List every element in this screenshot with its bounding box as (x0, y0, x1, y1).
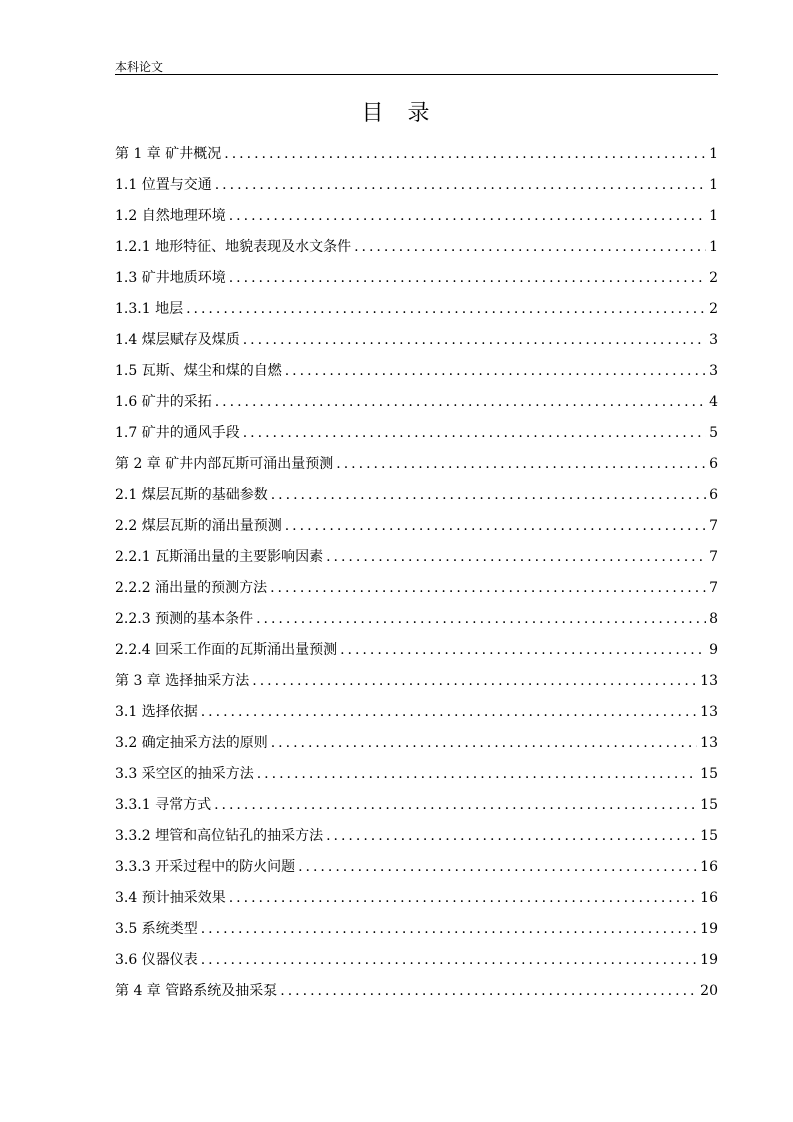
toc-entry-label: 第 2 章 矿井内部瓦斯可涌出量预测 (115, 456, 334, 472)
toc-entry[interactable] (115, 698, 718, 729)
toc-entry[interactable] (115, 729, 718, 760)
toc-entry-page-number: 5 (709, 425, 718, 441)
toc-entry[interactable] (115, 512, 718, 543)
toc-dot-leader (270, 574, 706, 602)
toc-dot-leader (252, 667, 697, 695)
toc-entry[interactable] (115, 202, 718, 233)
toc-entry-page-number: 13 (700, 673, 718, 689)
toc-entry-label: 3.5 系统类型 (115, 921, 198, 937)
toc-dot-leader (201, 915, 697, 943)
toc-dot-leader (201, 698, 697, 726)
toc-entry-page-number: 20 (700, 983, 718, 999)
toc-entry-page-number: 16 (700, 890, 718, 906)
toc-entry[interactable] (115, 574, 718, 605)
toc-dot-leader (186, 295, 706, 323)
toc-entry[interactable] (115, 760, 718, 791)
title-char-2: 录 (407, 101, 432, 126)
toc-entry[interactable] (115, 667, 718, 698)
toc-dot-leader (298, 853, 697, 881)
toc-entry-page-number: 1 (709, 239, 718, 255)
toc-entry-page-number: 15 (700, 828, 718, 844)
toc-entry[interactable] (115, 822, 718, 853)
toc-entry-page-number: 16 (700, 859, 718, 875)
toc-entry-page-number: 8 (709, 611, 718, 627)
toc-entry[interactable] (115, 140, 718, 171)
toc-entry-label: 2.2.1 瓦斯涌出量的主要影响因素 (115, 549, 324, 565)
toc-entry[interactable] (115, 171, 718, 202)
toc-entry[interactable] (115, 915, 718, 946)
toc-dot-leader (215, 171, 706, 199)
toc-entry[interactable] (115, 233, 718, 264)
toc-dot-leader (201, 946, 697, 974)
toc-entry-page-number: 15 (700, 766, 718, 782)
header-divider (115, 74, 718, 75)
toc-entry[interactable] (115, 419, 718, 450)
toc-entry-page-number: 19 (700, 921, 718, 937)
toc-entry-page-number: 13 (700, 704, 718, 720)
toc-dot-leader (354, 233, 706, 261)
toc-dot-leader (340, 636, 706, 664)
toc-entry-label: 第 1 章 矿井概况 (115, 146, 222, 162)
toc-entry[interactable] (115, 605, 718, 636)
toc-entry-page-number: 4 (709, 394, 718, 410)
toc-entry-label: 1.4 煤层赋存及煤质 (115, 332, 240, 348)
toc-entry-label: 1.5 瓦斯、煤尘和煤的自燃 (115, 363, 282, 379)
toc-entry[interactable] (115, 946, 718, 977)
toc-dot-leader (280, 977, 697, 1005)
toc-entry-page-number: 19 (700, 952, 718, 968)
toc-dot-leader (285, 512, 706, 540)
toc-entry-label: 3.3.2 埋管和高位钻孔的抽采方法 (115, 828, 324, 844)
page-header: 本科论文 (115, 60, 164, 74)
toc-entry[interactable] (115, 295, 718, 326)
toc-entry[interactable] (115, 264, 718, 295)
toc-entry[interactable] (115, 636, 718, 667)
toc-dot-leader (326, 543, 706, 571)
toc-dot-leader (336, 450, 706, 478)
toc-entry-page-number: 1 (709, 177, 718, 193)
toc-entry-label: 1.1 位置与交通 (115, 177, 212, 193)
toc-entry-label: 第 3 章 选择抽采方法 (115, 673, 250, 689)
toc-entry-page-number: 15 (700, 797, 718, 813)
toc-entry-label: 3.1 选择依据 (115, 704, 198, 720)
toc-entry-page-number: 6 (709, 487, 718, 503)
toc-dot-leader (229, 884, 697, 912)
toc-dot-leader (271, 481, 706, 509)
toc-entry-label: 2.2 煤层瓦斯的涌出量预测 (115, 518, 282, 534)
table-of-contents (115, 140, 718, 1008)
toc-entry-page-number: 3 (709, 332, 718, 348)
toc-dot-leader (229, 202, 706, 230)
toc-dot-leader (243, 419, 706, 447)
toc-dot-leader (224, 140, 706, 168)
toc-entry-label: 1.2 自然地理环境 (115, 208, 226, 224)
toc-entry-label: 3.2 确定抽采方法的原则 (115, 735, 268, 751)
toc-dot-leader (214, 791, 697, 819)
toc-entry-label: 2.2.2 涌出量的预测方法 (115, 580, 268, 596)
toc-dot-leader (215, 388, 706, 416)
toc-entry[interactable] (115, 977, 718, 1008)
toc-entry[interactable] (115, 791, 718, 822)
toc-entry-label: 第 4 章 管路系统及抽采泵 (115, 983, 278, 999)
toc-entry[interactable] (115, 853, 718, 884)
toc-entry-label: 3.3 采空区的抽采方法 (115, 766, 254, 782)
toc-entry-label: 3.3.1 寻常方式 (115, 797, 212, 813)
toc-entry-page-number: 2 (709, 270, 718, 286)
toc-entry[interactable] (115, 326, 718, 357)
toc-entry-page-number: 9 (709, 642, 718, 658)
toc-entry[interactable] (115, 388, 718, 419)
toc-entry-label: 3.6 仪器仪表 (115, 952, 198, 968)
toc-entry-page-number: 3 (709, 363, 718, 379)
toc-dot-leader (256, 605, 706, 633)
toc-entry-label: 2.2.3 预测的基本条件 (115, 611, 254, 627)
toc-entry[interactable] (115, 884, 718, 915)
toc-entry[interactable] (115, 357, 718, 388)
toc-entry-page-number: 1 (709, 146, 718, 162)
toc-dot-leader (243, 326, 706, 354)
toc-entry-page-number: 2 (709, 301, 718, 317)
toc-entry[interactable] (115, 481, 718, 512)
toc-entry-label: 1.3.1 地层 (115, 301, 184, 317)
toc-entry-label: 3.4 预计抽采效果 (115, 890, 226, 906)
toc-dot-leader (285, 357, 706, 385)
toc-entry-label: 1.6 矿井的采拓 (115, 394, 212, 410)
toc-entry-page-number: 1 (709, 208, 718, 224)
toc-entry-label: 2.1 煤层瓦斯的基础参数 (115, 487, 268, 503)
toc-entry-page-number: 6 (709, 456, 718, 472)
toc-entry-page-number: 13 (700, 735, 718, 751)
toc-dot-leader (229, 264, 706, 292)
toc-entry-label: 1.2.1 地形特征、地貌表现及水文条件 (115, 239, 352, 255)
toc-entry-label: 2.2.4 回采工作面的瓦斯涌出量预测 (115, 642, 338, 658)
toc-dot-leader (257, 760, 697, 788)
page-title (0, 96, 793, 127)
toc-entry[interactable] (115, 543, 718, 574)
toc-entry-label: 1.7 矿井的通风手段 (115, 425, 240, 441)
toc-dot-leader (271, 729, 697, 757)
toc-entry[interactable] (115, 450, 718, 481)
toc-dot-leader (326, 822, 697, 850)
toc-entry-page-number: 7 (709, 580, 718, 596)
title-char-1: 目 (361, 101, 386, 126)
toc-entry-page-number: 7 (709, 518, 718, 534)
toc-entry-page-number: 7 (709, 549, 718, 565)
toc-entry-label: 3.3.3 开采过程中的防火问题 (115, 859, 296, 875)
toc-entry-label: 1.3 矿井地质环境 (115, 270, 226, 286)
